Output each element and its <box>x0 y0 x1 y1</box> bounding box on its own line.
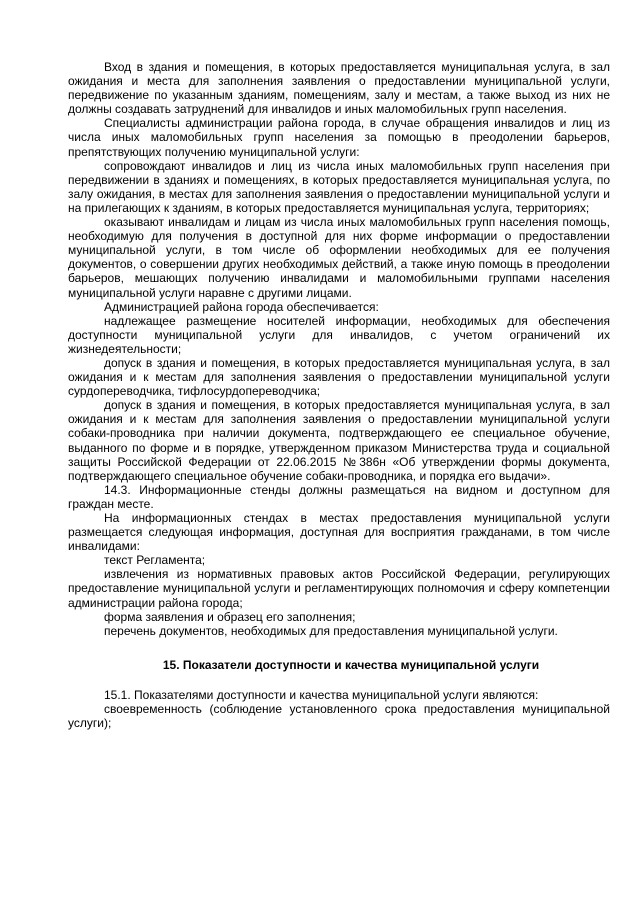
paragraph: На информационных стендах в местах предоставления муниципальной услуги размещается следующая информация, доступная для восприятия гражданами, в том числе инвалидами: <box>68 511 610 554</box>
paragraph: 14.3. Информационные стенды должны размещаться на видном и доступном для граждан месте. <box>68 482 610 511</box>
paragraph: Вход в здания и помещения, в которых предоставляется муниципальная услуга, в зал ожидания и места для заполнения заявления о предоставлении муниципальной услуги, передвижение по указанным зданиям, помещениям, залу и местам, а также выход из них не должны создавать затруднений для инвалидов и иных маломобильных групп населения. <box>68 60 610 117</box>
paragraph: текст Регламента; <box>104 553 206 568</box>
paragraph: сопровождают инвалидов и лиц из числа иных маломобильных групп населения при передвижении в зданиях и помещениях, в которых предоставляется муниципальная услуга, по залу ожидания, в местах для заполнения заявления о предоставлении муниципальной услуги и на прилегающих к зданиям, в которых предоставляется муниципальная услуга, территориях; <box>68 158 610 215</box>
paragraph: перечень документов, необходимых для предоставления муниципальной услуги. <box>104 623 558 638</box>
paragraph: надлежащее размещение носителей информации, необходимых для обеспечения доступности муниципальной услуги для инвалидов, с учетом ограничений их жизнедеятельности; <box>68 313 610 356</box>
paragraph: Администрацией района города обеспечивается: <box>104 299 379 314</box>
paragraph: форма заявления и образец его заполнения; <box>104 609 356 624</box>
paragraph: Специалисты администрации района города, в случае обращения инвалидов и лиц из числа иных маломобильных групп населения за помощью в преодолении барьеров, препятствующих получению муниципальной услуги: <box>68 116 610 159</box>
paragraph: своевременность (соблюдение установленного срока предоставления муниципальной услуги); <box>68 701 610 731</box>
paragraph: допуск в здания и помещения, в которых предоставляется муниципальная услуга, в зал ожидания и к местам для заполнения заявления о предоставлении муниципальной услуги собаки-проводника при наличии документа, подтверждающего ее специальное обучение, выданного по форме и в порядке, утвержденном приказом Министерства труда и социальной защиты Российской Федерации от 22.06.2015 №386н «Об утверждении формы документа, подтверждающего специальное обучение собаки-проводника, и порядка его выдачи». <box>68 398 610 483</box>
paragraph: допуск в здания и помещения, в которых предоставляется муниципальная услуга, в зал ожидания и к местам для заполнения заявления о предоставлении муниципальной услуги сурдопереводчика, тифлосурдопереводчика; <box>68 355 610 399</box>
paragraph: 15.1. Показателями доступности и качества муниципальной услуги являются: <box>104 687 539 702</box>
paragraph: извлечения из нормативных правовых актов Российской Федерации, регулирующих предоставление муниципальной услуги и регламентирующих полномочия и сферу компетенции администрации района города; <box>68 567 610 610</box>
section-heading: 15. Показатели доступности и качества муниципальной услуги <box>162 657 540 672</box>
document-body <box>68 60 610 730</box>
paragraph: оказывают инвалидам и лицам из числа иных маломобильных групп населения помощь, необходимую для получения в доступной для них форме информации о предоставлении муниципальной услуги, в том числе об оформлении необходимых для ее получения документов, о совершении других необходимых действий, а также иную помощь в преодолении барьеров, мешающих получению инвалидами и маломобильными группами населения муниципальной услуги наравне с другими лицами. <box>68 215 610 300</box>
